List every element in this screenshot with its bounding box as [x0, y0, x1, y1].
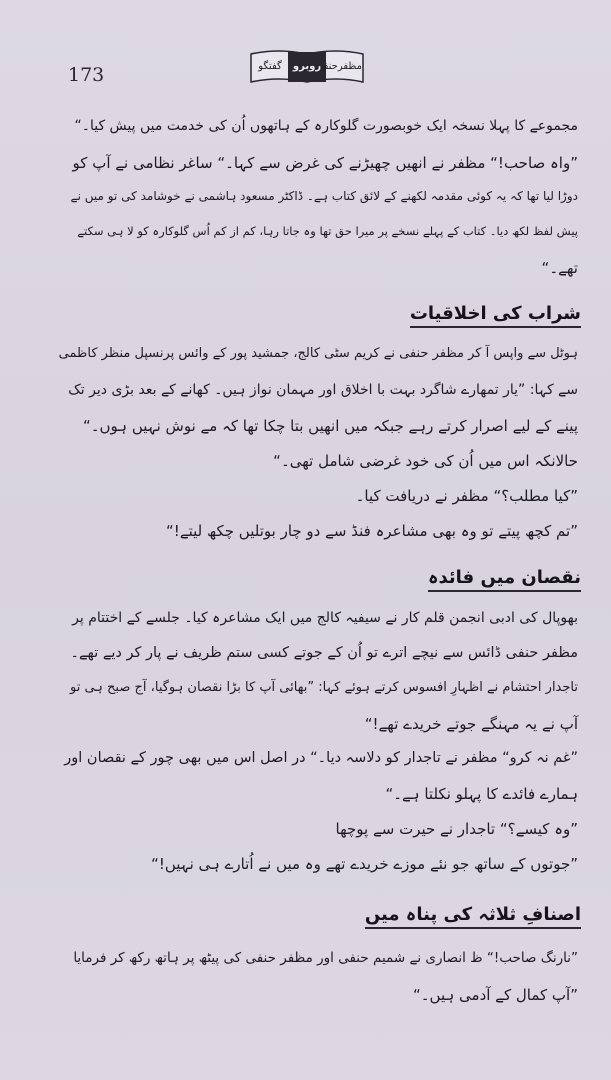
- text-line: مجموعے کا پہلا نسخہ ایک خوبصورت گلوکارہ کے ہاتھوں اُن کی خدمت میں پیش کیا۔“: [74, 118, 578, 134]
- text-line: پینے کے لیے اصرار کرتے رہے جبکہ میں انھیں بتا چکا تھا کہ مے نوش نہیں ہوں۔“: [82, 417, 578, 435]
- header-title: روبرو: [292, 61, 322, 72]
- header-genre: گفتگو: [258, 61, 282, 72]
- text-line: بھوپال کی ادبی انجمن قلم کار نے سیفیہ کالج میں ایک مشاعرہ کیا۔ جلسے کے اختتام پر: [72, 610, 578, 626]
- running-header: [248, 46, 366, 88]
- text-line: ہوٹل سے واپس آ کر مظفر حنفی نے کریم سٹی کالج، جمشید پور کے وائس پرنسپل منظر کاظمی: [58, 346, 578, 361]
- text-line: ”کیا مطلب؟“ مظفر نے دریافت کیا۔: [355, 487, 578, 505]
- text-line: ”آپ کمال کے آدمی ہیں۔“: [412, 986, 578, 1004]
- text-line: حالانکہ اس میں اُن کی خود غرضی شامل تھی۔“: [273, 452, 578, 470]
- text-line: ”غم نہ کرو“ مظفر نے تاجدار کو دلاسہ دیا۔“ در اصل اس میں بھی چور کے نقصان اور: [64, 750, 578, 766]
- text-line: آپ نے یہ مہنگے جوتے خریدے تھے!“: [364, 715, 578, 733]
- text-line: دوڑا لیا تھا کہ یہ کوئی مقدمہ لکھنے کے لائق کتاب ہے۔ ڈاکٹر مسعود ہاشمی نے خوشامد کی تو میں نے: [70, 189, 578, 203]
- text-line: ہمارے فائدے کا پہلو نکلتا ہے۔“: [385, 785, 578, 803]
- text-line: مظفر حنفی ڈائس سے نیچے اترے تو اُن کے جوتے کسی ستم ظریف نے پار کر دیے تھے۔: [70, 645, 578, 661]
- section-heading: شراب کی اخلاقیات: [410, 303, 581, 328]
- text-line: سے کہا: ”یار تمھارے شاگرد بہت با اخلاق اور مہمان نواز ہیں۔ کھانے کے بعد بڑی دیر تک: [68, 382, 578, 398]
- text-line: پیش لفظ لکھ دیا۔ کتاب کے پہلے نسخے پر میرا حق تھا وہ جاتا رہا، کم از کم اُس گلوکارہ کو لا ہی سکتے: [77, 224, 578, 238]
- text-line: ”تم کچھ پیتے تو وہ بھی مشاعرہ فنڈ سے دو چار بوتلیں چکھ لیتے!“: [166, 522, 578, 540]
- text-line: ”واہ صاحب!“ مظفر نے انھیں چھیڑنے کی غرض سے کہا۔“ ساغر نظامی نے آپ کو: [72, 154, 578, 172]
- text-line: تاجدار احتشام نے اظہارِ افسوس کرتے ہوئے کہا: ”بھائی آپ کا بڑا نقصان ہوگیا، آج صبح ہی تو: [69, 680, 578, 695]
- section-heading: اصنافِ ثلاثہ کی پناہ میں: [365, 904, 581, 929]
- text-line: ”نارنگ صاحب!“ ظ انصاری نے شمیم حنفی اور مظفر حنفی کی پیٹھ پر ہاتھ رکھ کر فرمایا: [73, 950, 578, 966]
- text-line: تھے۔“: [541, 259, 578, 277]
- header-author: مظفرحنفی: [315, 61, 362, 72]
- text-line: ”وہ کیسے؟“ تاجدار نے حیرت سے پوچھا: [335, 820, 578, 838]
- text-line: ”جوتوں کے ساتھ جو نئے موزے خریدے تھے وہ میں نے اُتارے ہی نہیں!“: [151, 855, 578, 873]
- section-heading: نقصان میں فائدہ: [428, 567, 581, 592]
- page-number: 173: [68, 64, 105, 86]
